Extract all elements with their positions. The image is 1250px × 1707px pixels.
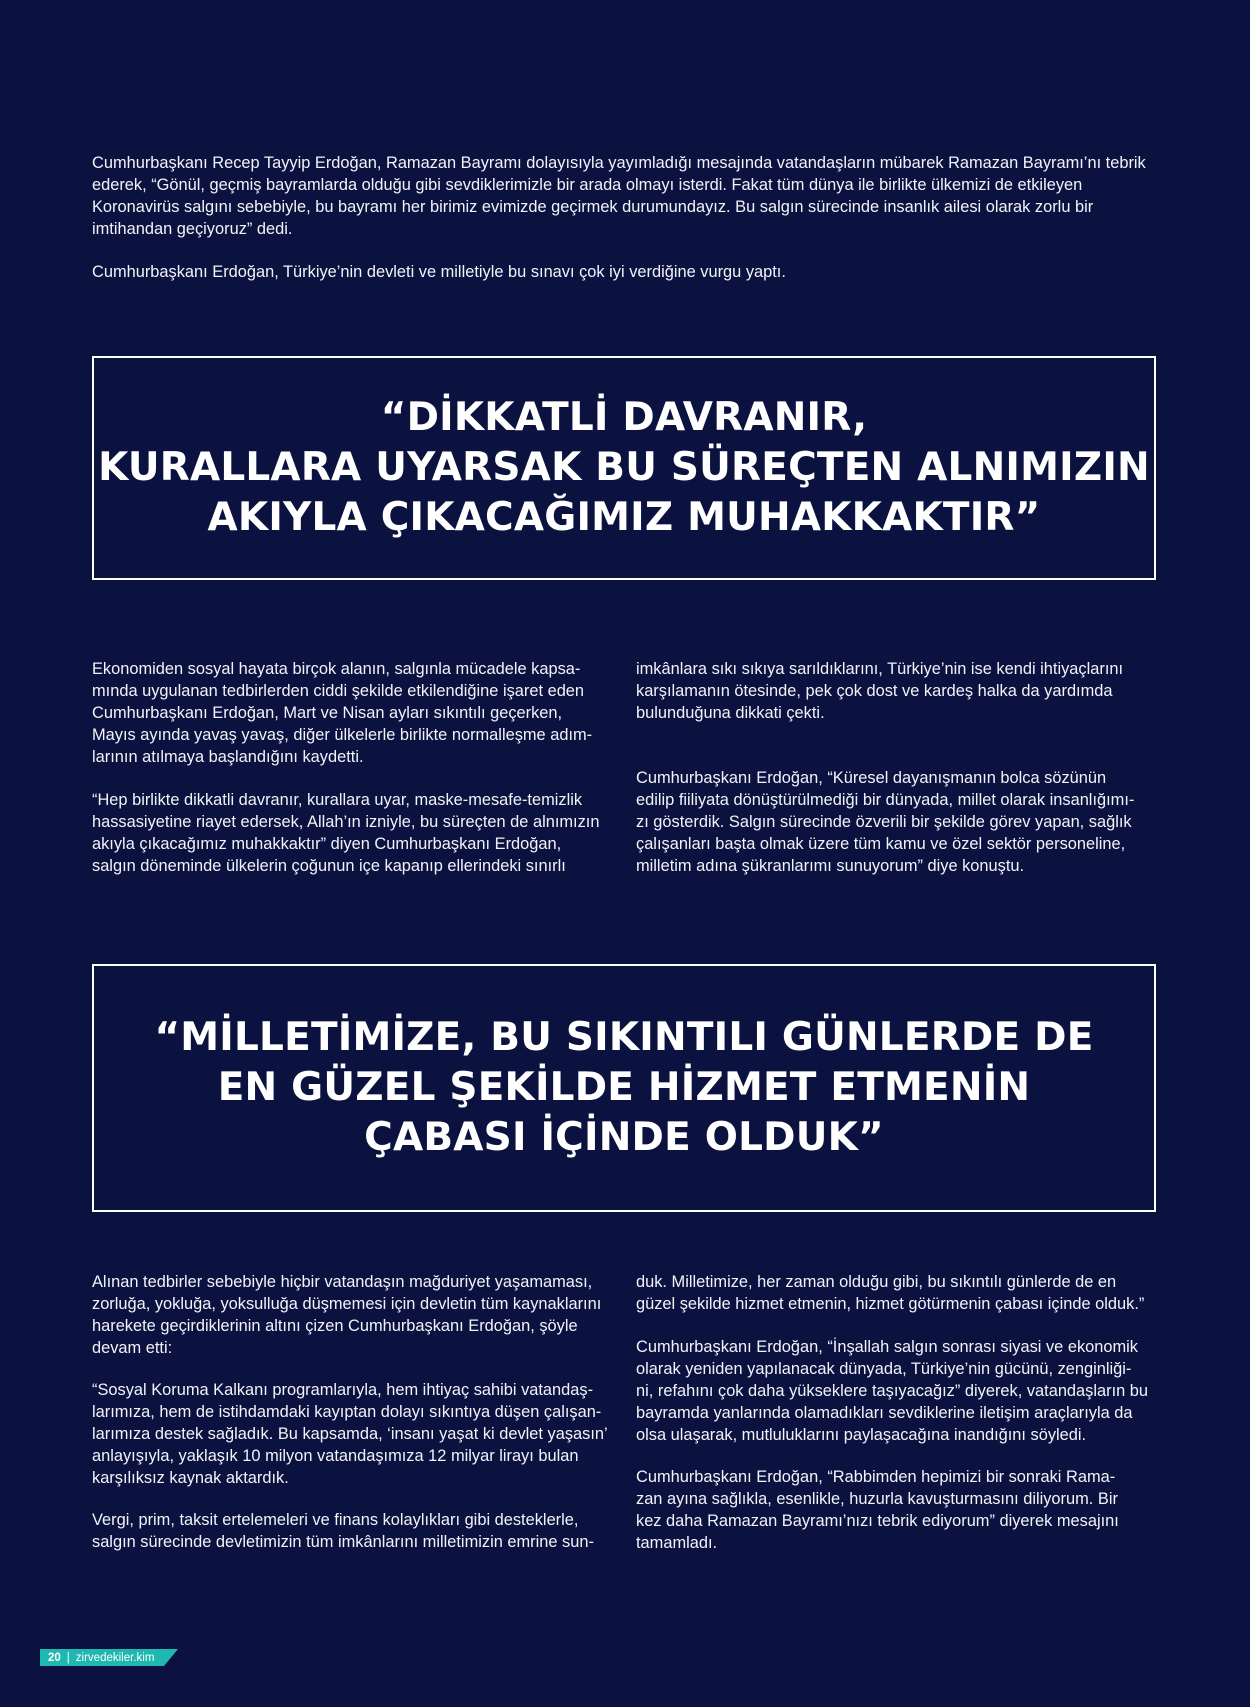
- footer-separator: |: [66, 1651, 70, 1664]
- pull-quote-2: “MİLLETİMİZE, BU SIKINTILI GÜNLERDE DE EN GÜZEL ŞEKİLDE HİZMET ETMENİN ÇABASI İÇİNDE OLDUK”: [154, 1015, 1094, 1160]
- intro-paragraph-2: Cumhurbaşkanı Erdoğan, Türkiye’nin devleti ve milletiyle bu sınavı çok iyi verdiğine vurgu yaptı.: [92, 263, 786, 281]
- section2-left-paragraph-3: Vergi, prim, taksit ertelemeleri ve finans kolaylıkları gibi desteklerle, salgın sürecinde devletimizin tüm imkânlarını milletimizin emrine sun-: [92, 1511, 594, 1551]
- section1-left-paragraph-2: “Hep birlikte dikkatli davranır, kurallara uyar, maske-mesafe-temizlik hassasiyetine riayet edersek, Allah’ın izniyle, bu süreçten de alnımızın akıyla çıkacağımız muhakkaktır” diyen Cumhurbaşkanı Erdoğan, salgın döneminde ülkelerin çoğunun içe kapanıp ellerindeki sınırlı: [92, 791, 600, 875]
- section2-right-paragraph-2: Cumhurbaşkanı Erdoğan, “İnşallah salgın sonrası siyasi ve ekonomik olarak yeniden yapılanacak dünyada, Türkiye’nin gücünü, zenginliği- ni, refahını çok daha yükseklere taşıyacağız” diyerek, vatandaşların bu bayramda yanlarında olamadıkları sevdiklerine iletişim araçlarıyla da olsa ulaşarak, mutluluklarını paylaşacağına inandığını söyledi.: [636, 1338, 1149, 1444]
- section2-left-paragraph-2: “Sosyal Koruma Kalkanı programlarıyla, hem ihtiyaç sahibi vatandaş- larımıza, hem de istihdamdaki kayıptan dolayı sıkıntıya düşen çalışan- larımıza destek sağladık. Bu kapsamda, ‘insanı yaşat ki devlet yaşasın’ anlayışıyla, yaklaşık 10 milyon vatandaşımıza 12 milyar lirayı bulan karşılıksız kaynak aktardık.: [92, 1381, 608, 1487]
- intro-paragraph-1: Cumhurbaşkanı Recep Tayyip Erdoğan, Ramazan Bayramı dolayısıyla yayımladığı mesajında vatandaşların mübarek Ramazan Bayramı’nı tebrik ederek, “Gönül, geçmiş bayramlarda olduğu gibi sevdiklerimizle bir arada olmayı isterdi. Fakat tüm dünya ile birlikte ülkemizi de etkileyen Koronavirüs salgını sebebiyle, bu bayramı her birimiz evimizde geçirmek durumundayız. Bu salgın sürecinde insanlık ailesi olarak zorlu bir imtihandan geçiyoruz” dedi.: [92, 154, 1146, 238]
- footer-site-link[interactable]: zirvedekiler.kim: [75, 1651, 155, 1664]
- section2-right-paragraph-3: Cumhurbaşkanı Erdoğan, “Rabbimden hepimizi bir sonraki Rama- zan ayına sağlıkla, esenlikle, huzurla kavuşturmasını diliyorum. Bir kez daha Ramazan Bayramı’nızı tebrik ediyorum” diyerek mesajını tamamladı.: [636, 1468, 1119, 1552]
- page-footer: [40, 1649, 178, 1666]
- pull-quote-1: “DİKKATLİ DAVRANIR, KURALLARA UYARSAK BU SÜREÇTEN ALNIMIZIN AKIYLA ÇIKACAĞIMIZ MUHAKKAKTIR”: [98, 395, 1150, 540]
- pull-quote-box-1: [92, 356, 1156, 580]
- section1-right-paragraph-1: imkânlara sıkı sıkıya sarıldıklarını, Türkiye’nin ise kendi ihtiyaçlarını karşılamanın ötesinde, pek çok dost ve kardeş halka da yardımda bulunduğuna dikkati çekti.: [636, 660, 1124, 722]
- section2-right-paragraph-1: duk. Milletimize, her zaman olduğu gibi, bu sıkıntılı günlerde de en güzel şekilde hizmet etmenin, hizmet götürmenin çabası içinde olduk.”: [636, 1273, 1145, 1313]
- pull-quote-box-2: [92, 964, 1156, 1212]
- section2-left-paragraph-1: Alınan tedbirler sebebiyle hiçbir vatandaşın mağduriyet yaşamaması, zorluğa, yokluğa, yoksulluğa düşmemesi için devletin tüm kaynaklarını harekete geçirdiklerinin altını çizen Cumhurbaşkanı Erdoğan, şöyle devam etti:: [92, 1273, 602, 1357]
- section1-right-paragraph-2: Cumhurbaşkanı Erdoğan, “Küresel dayanışmanın bolca sözünün edilip fiiliyata dönüştürülmediği bir dünyada, millet olarak insanlığımı- zı gösterdik. Salgın sürecinde özverili bir şekilde görev yapan, sağlık çalışanları başta olmak üzere tüm kamu ve özel sektör personeline, milletim adına şükranlarımı sunuyorum” diye konuştu.: [636, 769, 1135, 875]
- footer-tag-tail: [164, 1649, 178, 1666]
- footer-tag: [40, 1649, 164, 1666]
- page-number: 20: [48, 1651, 61, 1664]
- section1-left-paragraph-1: Ekonomiden sosyal hayata birçok alanın, salgınla mücadele kapsa- mında uygulanan tedbirlerden ciddi şekilde etkilendiğine işaret eden Cumhurbaşkanı Erdoğan, Mart ve Nisan ayları sıkıntılı geçerken, Mayıs ayında yavaş yavaş, diğer ülkelerle birlikte normalleşme adım- larının atılmaya başlandığını kaydetti.: [92, 660, 593, 766]
